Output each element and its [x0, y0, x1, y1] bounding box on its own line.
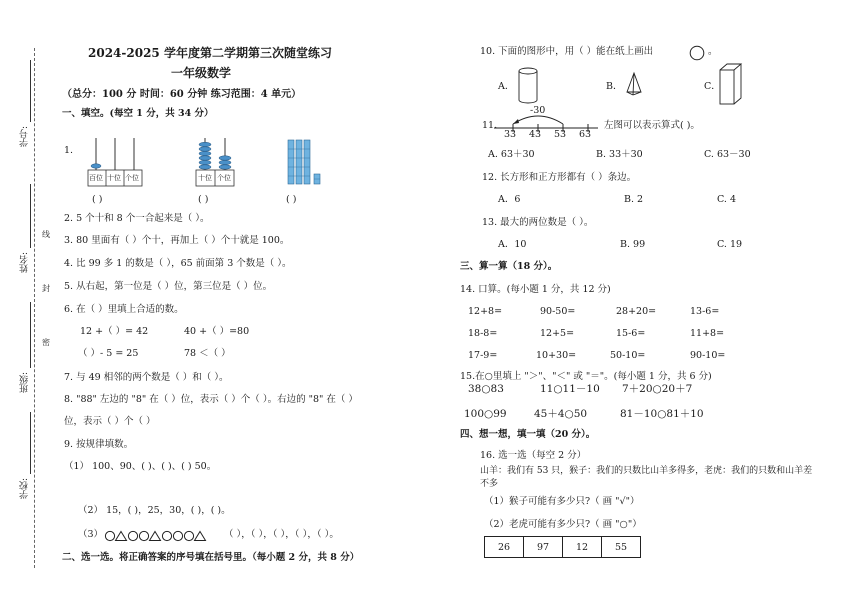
q1-blank-1[interactable]: ( ): [92, 194, 103, 205]
cylinder-icon: [516, 66, 540, 106]
answer-cell[interactable]: 55: [602, 537, 641, 558]
calc-item: 12+5=: [540, 328, 575, 339]
q11-tick-33: 33: [504, 129, 517, 140]
compare-item: 81－10○81＋10: [620, 408, 704, 420]
student-number-label: 学号:: [20, 126, 30, 148]
section-2-heading: 二、选一选。将正确答案的序号填在括号里。（每小题 2 分，共 8 分）: [62, 552, 360, 563]
abacus-1-tens-label: 十位: [107, 174, 121, 182]
q10-text: 10. 下面的图形中，用（ ）能在纸上画出: [480, 46, 654, 57]
q11-tick-43: 43: [529, 129, 542, 140]
school-blank: [30, 412, 31, 474]
seal-char-feng: 封: [42, 284, 50, 293]
q8-text-line1: 8. "88" 左边的 "8" 在（ ）位，表示（ ）个（ ）。右边的 "8" 在（ ）: [64, 394, 358, 405]
q16-text: 16. 选一选（每空 2 分）: [480, 450, 587, 461]
calc-item: 13-6=: [690, 306, 720, 317]
abacus-1-hundreds-label: 百位: [89, 174, 103, 182]
q12-text: 12. 长方形和正方形都有（ ）条边。: [482, 172, 637, 183]
shape-pattern: [104, 530, 224, 542]
answer-cell[interactable]: 97: [524, 537, 563, 558]
calc-item: 90-50=: [540, 306, 576, 317]
class-blank: [30, 302, 31, 368]
compare-item: 45＋4○50: [534, 408, 588, 420]
q9-text: 9. 按规律填数。: [64, 439, 134, 450]
q13-text: 13. 最大的两位数是（ ）。: [482, 217, 594, 228]
q6-text: 6. 在（ ）里填上合适的数。: [64, 304, 184, 315]
calc-item: 50-10=: [610, 350, 646, 361]
answer-cell[interactable]: 26: [485, 537, 524, 558]
q10-option-a: A．: [498, 81, 515, 92]
calc-item: 17-9=: [468, 350, 498, 361]
answer-table: [484, 536, 641, 558]
calc-item: 18-8=: [468, 328, 498, 339]
q10-option-b: B．: [606, 81, 623, 92]
q6-c: （ ）- 5 = 25: [78, 348, 139, 359]
name-label: 姓名:: [20, 252, 30, 274]
q11-option-b: B. 33＋30: [596, 149, 643, 160]
q16-1-text: （1）猴子可能有多少只?（ 画 "√"）: [484, 496, 640, 507]
q11-tick-53: 53: [554, 129, 567, 140]
calc-item: 10+30=: [536, 350, 577, 361]
abacus-1-ones-label: 个位: [125, 174, 139, 182]
student-number-blank: [30, 60, 31, 122]
abacus-1: [86, 136, 144, 188]
q7-text: 7. 与 49 相邻的两个数是（ ）和（ ）。: [64, 372, 229, 383]
q2-text: 2. 5 个十和 8 个一合起来是（ ）。: [64, 213, 210, 224]
q11-arc-label: -30: [530, 105, 546, 116]
cuboid-icon: [718, 62, 744, 106]
q10-end: 。: [708, 46, 718, 57]
q8-text-line2: 位，表示（ ）个（ ）: [64, 416, 156, 427]
q6-d: 78 ＜（ ）: [184, 348, 231, 359]
q12-option-c: C. 4: [717, 194, 737, 205]
q11-tick-63: 63: [579, 129, 592, 140]
section-3-heading: 三、算一算（18 分）。: [460, 261, 558, 272]
q1-blank-3[interactable]: ( ): [286, 194, 297, 205]
q4-text: 4. 比 99 多 1 的数是（ ），65 前面第 3 个数是（ ）。: [64, 258, 292, 269]
exam-info: （总分：100 分 时间：60 分钟 练习范围：4 单元）: [62, 89, 302, 100]
q9-2: （2） 15，( )，25，30，( )，( )。: [78, 505, 231, 516]
table-row: [485, 537, 641, 558]
binding-line: [34, 48, 35, 568]
q5-text: 5. 从右起，第一位是（ ）位，第三位是（ ）位。: [64, 281, 273, 292]
q15-text: 15.在○里填上 "＞"、"＜" 或 "＝"。(每小题 1 分，共 6 分): [460, 371, 712, 382]
q12-option-b: B. 2: [624, 194, 644, 205]
q16-story-line1: 山羊：我们有 53 只，猴子：我们的只数比山羊多得多，老虎：我们的只数和山羊差: [480, 466, 813, 476]
class-label: 班级:: [20, 372, 30, 394]
q9-1: （1） 100、90、( )、( )、( ) 50。: [64, 461, 217, 472]
q11-option-a: A. 63＋30: [488, 149, 535, 160]
abacus-2-tens-label: 十位: [198, 174, 212, 182]
seal-char-mi: 密: [42, 338, 50, 347]
q13-option-c: C. 19: [717, 239, 743, 250]
q6-a: 12 +（ ）= 42: [80, 326, 149, 337]
cone-icon: [624, 72, 644, 98]
school-label: 学校:: [20, 478, 30, 500]
compare-item: 100○99: [464, 408, 507, 420]
q16-story-line2: 不多: [480, 479, 499, 489]
q1-number: 1.: [64, 145, 74, 156]
q11-text: 左图可以表示算式( )。: [604, 120, 700, 131]
q1-blank-2[interactable]: ( ): [198, 194, 209, 205]
section-4-heading: 四、想一想，填一填（20 分）。: [460, 429, 596, 440]
section-1-heading: 一、填空。(每空 1 分，共 34 分）: [62, 108, 214, 119]
seal-char-xian: 线: [42, 230, 50, 239]
answer-cell[interactable]: 12: [563, 537, 602, 558]
cube-sticks-picture: [286, 138, 326, 188]
q9-3-label: （3）: [78, 529, 104, 540]
q13-option-a: A．10: [498, 239, 527, 250]
circle-icon: [689, 45, 705, 61]
page-subtitle: 一年级数学: [171, 66, 232, 80]
page-title: 2024-2025 学年度第二学期第三次随堂练习: [88, 46, 332, 60]
q16-2-text: （2）老虎可能有多少只?（ 画 "○"）: [484, 519, 642, 530]
q3-text: 3. 80 里面有（ ）个十，再加上（ ）个十就是 100。: [64, 235, 290, 246]
calc-item: 15-6=: [616, 328, 646, 339]
compare-item: 7＋20○20＋7: [622, 383, 693, 395]
name-blank: [30, 184, 31, 248]
q11-option-c: C. 63－30: [704, 149, 751, 160]
compare-item: 38○83: [468, 383, 504, 395]
q13-option-b: B. 99: [620, 239, 646, 250]
abacus-2: [194, 136, 236, 188]
q9-3-blanks: （ ），（ ），（ ），（ ），（ ）。: [224, 529, 339, 540]
q10-option-c: C．: [704, 81, 721, 92]
compare-item: 11○11－10: [540, 383, 600, 395]
calc-item: 12+8=: [468, 306, 503, 317]
q12-option-a: A．6: [498, 194, 521, 205]
calc-item: 90-10=: [690, 350, 726, 361]
calc-item: 28+20=: [616, 306, 657, 317]
q6-b: 40 +（ ）=80: [184, 326, 250, 337]
q11-number: 11.: [482, 120, 498, 131]
abacus-2-ones-label: 个位: [217, 174, 231, 182]
calc-item: 11+8=: [690, 328, 725, 339]
q14-text: 14. 口算。(每小题 1 分，共 12 分): [460, 284, 611, 295]
